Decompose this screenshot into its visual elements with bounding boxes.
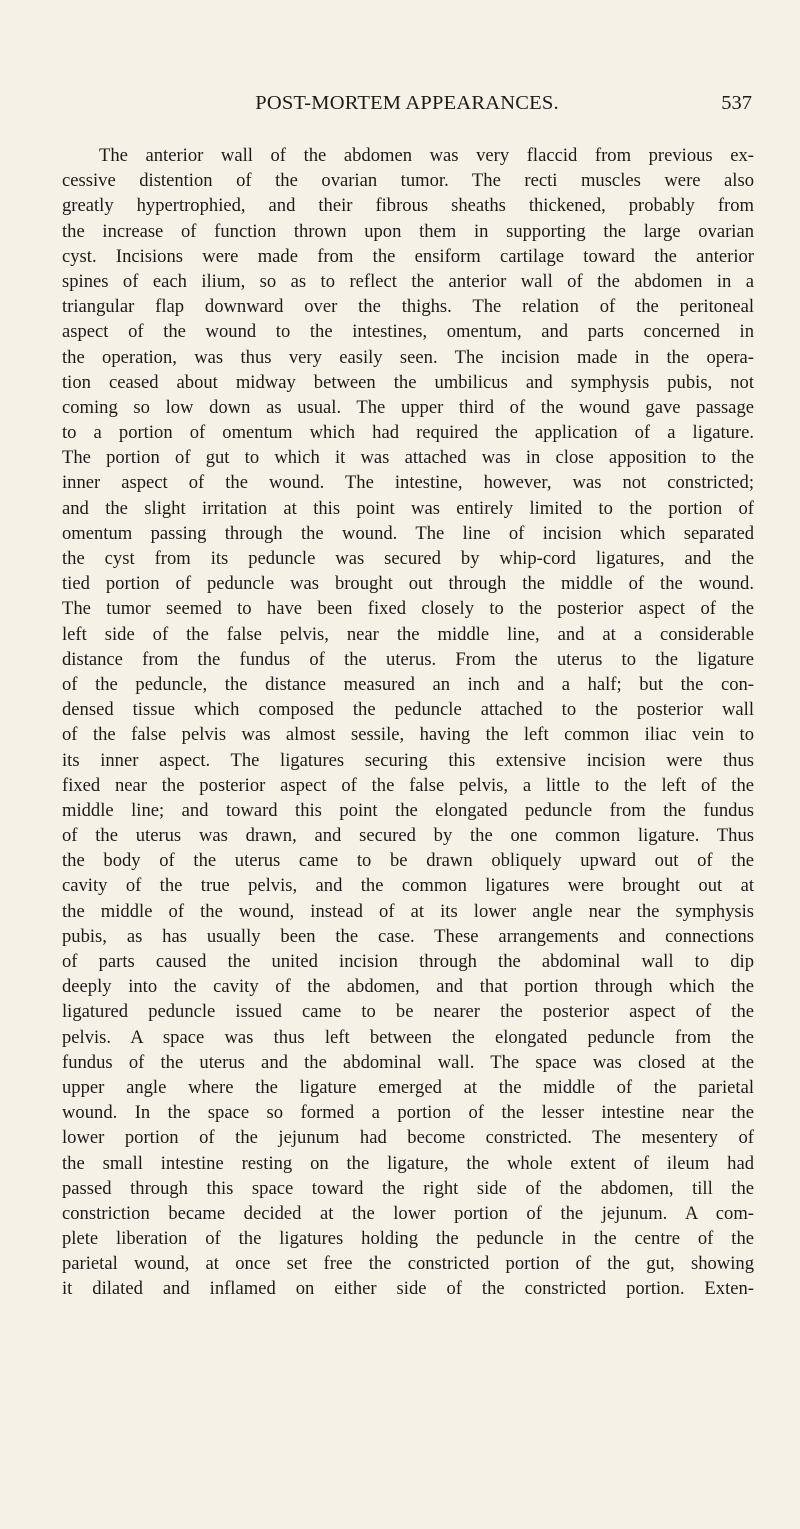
text-line: plete liberation of the ligatures holding the peduncle in the centre of the: [62, 1228, 754, 1250]
text-line: middle line; and toward this point the elongated peduncle from the fundus: [62, 799, 754, 821]
text-line: tion ceased about midway between the umbilicus and symphysis pubis, not: [62, 371, 754, 393]
text-line: pelvis. A space was thus left between the elongated peduncle from the: [62, 1026, 754, 1048]
text-line: inner aspect of the wound. The intestine, however, was not constricted;: [62, 472, 754, 494]
text-line: passed through this space toward the right side of the abdomen, till the: [62, 1177, 754, 1199]
body-paragraph: [62, 143, 754, 1302]
text-line: its inner aspect. The ligatures securing this extensive incision were thus: [62, 749, 754, 771]
text-line: pubis, as has usually been the case. These arrangements and connections: [62, 925, 754, 947]
text-line: upper angle where the ligature emerged at the middle of the parietal: [62, 1076, 754, 1098]
text-line: cavity of the true pelvis, and the common ligatures were brought out at: [62, 875, 754, 897]
text-line: The tumor seemed to have been fixed closely to the posterior aspect of the: [62, 598, 754, 620]
text-line: cessive distention of the ovarian tumor. The recti muscles were also: [62, 170, 754, 192]
text-line: aspect of the wound to the intestines, omentum, and parts concerned in: [62, 321, 754, 343]
text-line: it dilated and inflamed on either side of the constricted portion. Exten-: [62, 1278, 754, 1300]
running-title: POST-MORTEM APPEARANCES.: [255, 92, 559, 114]
text-line: wound. In the space so formed a portion of the lesser intestine near the: [62, 1102, 754, 1124]
text-line: triangular flap downward over the thighs. The relation of the peritoneal: [62, 296, 754, 318]
text-line: parietal wound, at once set free the constricted portion of the gut, showing: [62, 1253, 754, 1275]
text-line: greatly hypertrophied, and their fibrous sheaths thickened, probably from: [62, 195, 754, 217]
text-line: the cyst from its peduncle was secured by whip-cord ligatures, and the: [62, 548, 754, 569]
text-line: of parts caused the united incision through the abdominal wall to dip: [62, 951, 754, 972]
text-line: cyst. Incisions were made from the ensiform cartilage toward the anterior: [62, 245, 754, 267]
text-line: of the false pelvis was almost sessile, having the left common iliac vein to: [62, 724, 754, 746]
text-line: and the slight irritation at this point was entirely limited to the portion of: [62, 497, 754, 519]
text-line: fixed near the posterior aspect of the false pelvis, a little to the left of the: [62, 774, 754, 796]
text-line: fundus of the uterus and the abdominal wall. The space was closed at the: [62, 1051, 754, 1073]
text-line: to a portion of omentum which had required the application of a ligature.: [62, 422, 754, 444]
text-line: of the uterus was drawn, and secured by the one common ligature. Thus: [62, 825, 754, 847]
text-line: the operation, was thus very easily seen. The incision made in the opera-: [62, 346, 754, 368]
text-line: the increase of function thrown upon them in supporting the large ovarian: [62, 220, 754, 242]
text-line: the small intestine resting on the ligature, the whole extent of ileum had: [62, 1152, 754, 1174]
running-head: [62, 88, 752, 124]
text-line: ligatured peduncle issued came to be nearer the posterior aspect of the: [62, 1001, 754, 1023]
text-line: The anterior wall of the abdomen was very flaccid from previous ex-: [99, 145, 754, 166]
text-line: tied portion of peduncle was brought out through the middle of the wound.: [62, 573, 754, 595]
text-line: distance from the fundus of the uterus. From the uterus to the ligature: [62, 648, 754, 670]
page-number: 537: [721, 92, 752, 114]
text-line: The portion of gut to which it was attached was in close apposition to the: [62, 447, 754, 469]
text-line: deeply into the cavity of the abdomen, and that portion through which the: [62, 976, 754, 998]
text-line: coming so low down as usual. The upper third of the wound gave passage: [62, 396, 754, 418]
text-line: the body of the uterus came to be drawn obliquely upward out of the: [62, 850, 754, 872]
text-line: spines of each ilium, so as to reflect the anterior wall of the abdomen in a: [62, 270, 754, 292]
text-line: the middle of the wound, instead of at its lower angle near the symphysis: [62, 900, 754, 922]
text-line: omentum passing through the wound. The line of incision which separated: [62, 522, 754, 544]
text-line: lower portion of the jejunum had become constricted. The mesentery of: [62, 1127, 754, 1149]
text-line: of the peduncle, the distance measured an inch and a half; but the con-: [62, 673, 754, 695]
text-line: left side of the false pelvis, near the middle line, and at a considerable: [62, 623, 754, 645]
text-line: constriction became decided at the lower portion of the jejunum. A com-: [62, 1202, 754, 1224]
text-line: densed tissue which composed the peduncle attached to the posterior wall: [62, 699, 754, 721]
